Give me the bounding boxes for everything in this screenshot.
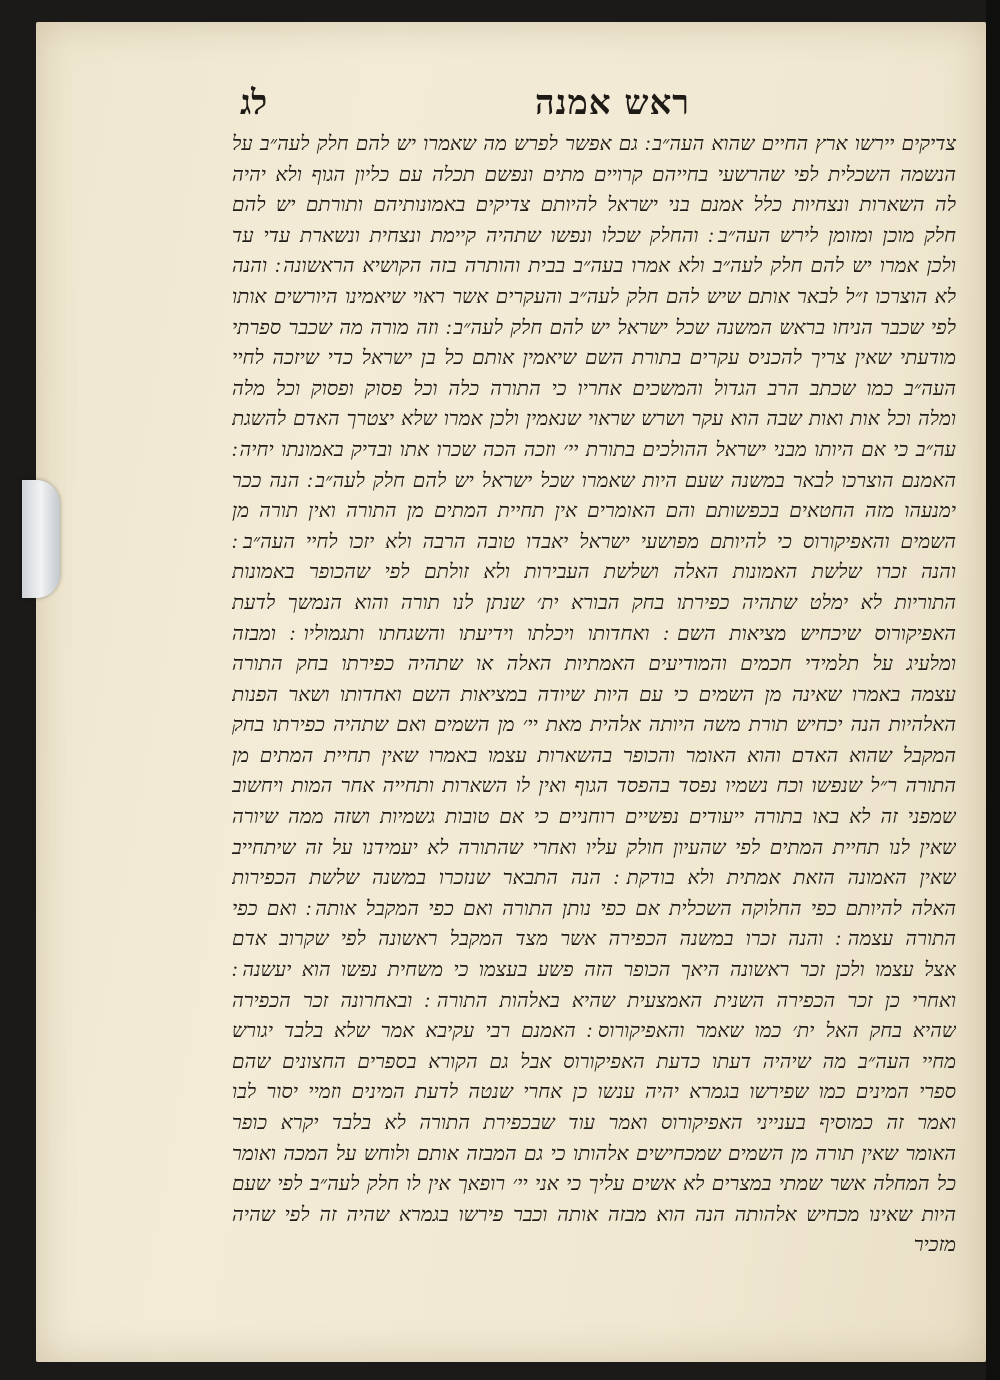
text-line: העה״ב כמו שכתב הרב הגדול והמשכים אחריו כי התורה כלה וכל פסוק ופסוק וכל מלה	[232, 375, 956, 400]
text-line: ואחרי כן זכר הכפירה השנית האמצעית שהיא באלהות התורה ׃ ובאחרונה זכר הכפירה	[232, 987, 956, 1012]
text-line: שהיא בחק האל ית׳ כמו שאמר והאפיקורוס ׃ האמנם רבי עקיבא אמר שלא בלבד יגורש	[232, 1018, 956, 1043]
running-title: ראש אמנה	[534, 83, 690, 123]
folio-number: לג	[240, 83, 268, 123]
scan-border-right	[986, 0, 1000, 1380]
text-line: שמפני זה לא באו בתורה ייעודים נפשיים רוחניים כי אם טובות גשמיות ושזה ממה שיורה	[232, 804, 956, 829]
text-line: ומלה וכל אות ואות שבה הוא עקר ושרש שראוי שנאמין ולכן אמרו שלא יצטרך האדם להשגת	[232, 406, 956, 431]
text-line: האפיקורוס שיכחיש מציאות השם ׃ ואחדותו ויכלתו וידיעתו והשגחתו ותגמוליו ׃ ומבזה	[232, 620, 956, 645]
text-line: עה״ב כי אם היותו מבני ישראל ההולכים בתורת יי׳ וזכה הכה שכרו אתו ובדיק באמונתו יחיה ׃	[232, 436, 956, 461]
text-line: האלהיות הנה יכחיש תורת משה היותה אלהית מאת יי׳ מן השמים ואם שתהיה כפירתו בחק	[232, 712, 956, 737]
text-line: מחיי העה״ב מה שיהיה דעתו כדעת האפיקורוס אבל גם הקורא בספרים החצונים שהם	[232, 1048, 956, 1073]
text-line: מזכיר	[913, 1232, 956, 1257]
text-line: המקבל שהוא האדם והוא האומר והכופר בהשארות עצמו באמרו שאין תחיית המתים מן	[232, 742, 956, 767]
body-text	[232, 128, 956, 1260]
text-line: התורה ר״ל שנפשו וכח נשמיו נפסד בהפסד הגוף ואין לו השארות ותחייה אחר המות ויחשוב	[232, 773, 956, 798]
text-line: והנה זכרו שלשת האמונות האלה ושלשת העבירות ולא זולתם לפי שהכופר באמונות	[232, 559, 956, 584]
page-header	[240, 78, 690, 128]
text-line: האלה להיותם כפי החלוקה השכלית אם כפי נותן התורה ואם כפי המקבל אותה ׃ ואם כפי	[232, 895, 956, 920]
text-line: עצמה באמרו שאינה מן השמים כי עם היות שיודה במציאות השם ואחדותו ושאר הפנות	[232, 681, 956, 706]
text-line: התורה עצמה ׃ והנה זכרו במשנה הכפירה אשר מצד המקבל ראשונה לפי שקרוב אדם	[232, 926, 956, 951]
text-line: ספרי המינים כמו שפירשו בגמרא יהיה ענשו כן אחרי שנטה לדעת המינים וזמיי יסור לבו	[232, 1079, 956, 1104]
text-line: הנשמה השכלית לפי שהרשעי בחייהם קרויים מתים ונפשם תכלה עם כליון הגוף ולא יהיה	[232, 161, 956, 186]
text-line: ואמר זה כמוסיף בענייני האפיקורוס ואמר עוד שבכפירת התורה לא בלבד יקרא כופר	[232, 1110, 956, 1134]
page-clip	[22, 480, 60, 598]
text-line: ימנעהו מזה החטאים בכפשותם והם האומרים אין תחיית המתים מן התורה ואין תורה מן	[232, 498, 956, 523]
text-line: ולכן אמרו יש להם חלק לעה״ב ולא אמרו בעה״ב בבית והותרה בזה הקושיא הראשונה ׃ והנה	[232, 253, 956, 278]
text-line: לה השארות ונצחיות כלל אמנם בני ישראל להיותם צדיקים באמונותיהם ותורתם יש להם	[232, 192, 956, 217]
text-line: התוריות לא ימלט שתהיה כפירתו בחק הבורא ית׳ שנתן לנו תורה והוא הנמשך לדעת	[232, 589, 956, 614]
text-line: מודעתי שאין צריך להכניס עקרים בתורת השם שיאמין אותם כל בן ישראל כדי שיזכה לחיי	[232, 345, 956, 370]
text-line: שאין האמונה הזאת אמתית ולא בודקת ׃ הנה התבאר שנזכרו במשנה שלשת הכפירות	[232, 865, 956, 890]
text-line: כל המחלה אשר שמתי במצרים לא אשים עליך כי אני יי׳ רופאך אין לו חלק לעה״ב לפי שעם	[232, 1171, 956, 1196]
text-line: צדיקים יירשו ארץ החיים שהוא העה״ב ׃ גם אפשר לפרש מה שאמרו יש להם חלק לעה״ב על	[232, 131, 956, 155]
text-line: האומר שאין תורה מן השמים שמכחישים אלהותו כי גם המבזה אותם ולוחש על המכה ואומר	[232, 1140, 956, 1165]
text-line: אצל עצמו ולכן זכר ראשונה היאך הכופר הזה פשע בעצמו כי משחית נפשו הוא יעשנה ׃	[232, 957, 956, 982]
text-line: לפי שכבר הניחו בראש המשנה שכל ישראל יש להם חלק לעה״ב ׃ וזה מורה מה שכבר ספרתי	[232, 314, 956, 339]
text-line: האמנם הוצרכו לבאר במשנה שעם היות שאמרו שכל ישראל יש להם חלק לעה״ב ׃ הנה ככר	[232, 467, 956, 492]
text-line: ומלעיג על תלמידי חכמים והמודיעים האמתיות האלה או שתהיה כפירתו בחק התורה	[232, 651, 956, 676]
text-line: חלק מוכן ומזומן לירש העה״ב ׃ והחלק שכלו ונפשו שתהיה קיימת ונצחית ונשארת עדי עד	[232, 222, 956, 247]
text-line: לא הוצרכו ז״ל לבאר אותם שיש להם חלק לעה״ב והעקרים אשר ראוי שיאמינו היורשים אותו	[232, 283, 956, 308]
text-line: שאין לנו תחיית המתים לפי שהעיון חולק עליו ואחרי שהתורה לא יעמידנו על זה שיתחייב	[232, 834, 956, 859]
text-line: היות שאינו מכחיש אלהותה הנה הוא מבזה אותה וכבר פירשו בגמרא שהיה זה לפי שהיה	[232, 1201, 956, 1226]
text-line: השמים והאפיקורוס כי להיותם מפושעי ישראל יאבדו טובה הרבה ולא יזכו לחיי העה״ב ׃	[232, 528, 956, 553]
